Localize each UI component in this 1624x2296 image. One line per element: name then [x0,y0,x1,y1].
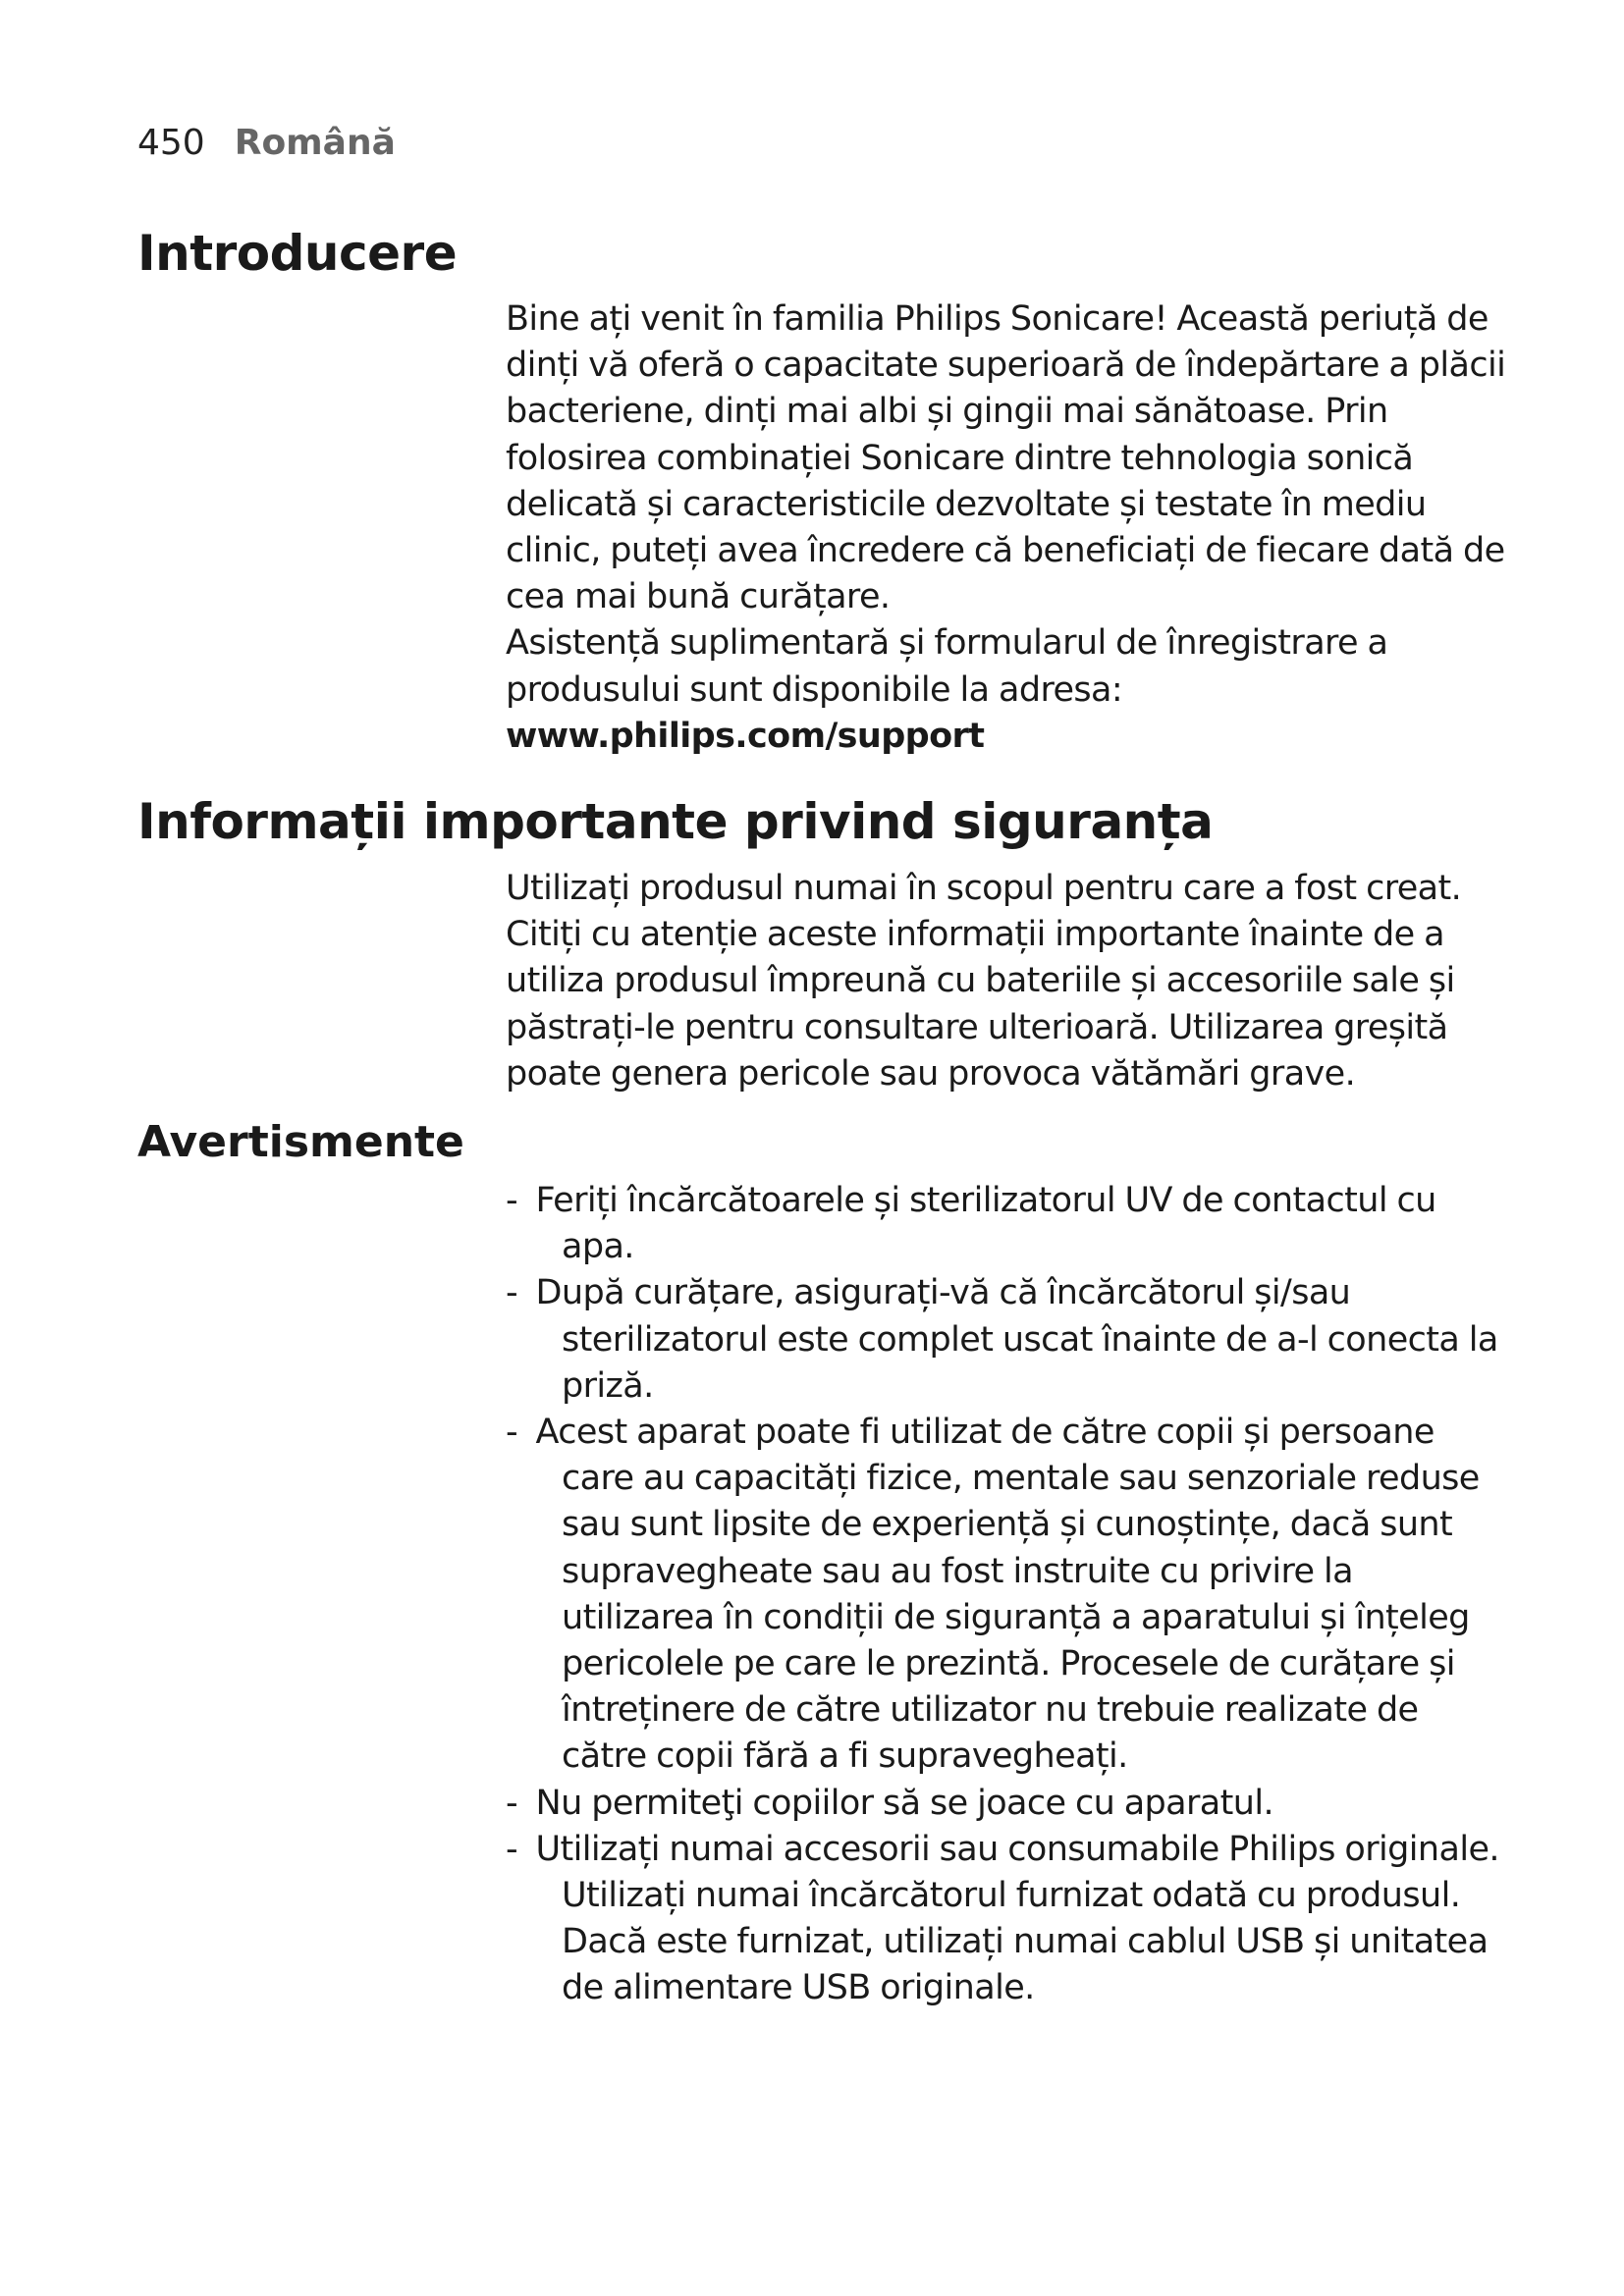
warning-item [506,1270,1507,1410]
warning-text: După curățare, asigurați-vă că încărcătorul și/sau sterilizatorul este complet uscat înainte de a-l conecta la priză. [535,1273,1498,1406]
safety-body [506,866,1507,1097]
warning-text: Nu permiteţi copiilor să se joace cu aparatul. [535,1783,1274,1823]
safety-heading: Informații importante privind siguranța [137,793,1214,850]
warning-text: Acest aparat poate fi utilizat de către copii și persoane care au capacități fizice, mentale sau senzoriale reduse sau sunt lipsite de experiență și cunoștințe, dacă sunt supravegheate sau au fost instruite cu privire la utilizarea în condiții de siguranță a aparatului și înțeleg pericolele pe care le prezintă. Procesele de curățare și întreținere de către utilizator nu trebuie realizate de către copii fără a fi supravegheați. [535,1413,1480,1777]
page-language: Română [234,123,396,163]
bullet-dash: - [506,1273,518,1313]
warning-item [506,1178,1507,1270]
bullet-dash: - [506,1783,518,1823]
support-url-link[interactable]: www.philips.com/support [506,716,985,756]
page-header [137,123,396,163]
warnings-heading: Avertismente [137,1117,464,1167]
bullet-dash: - [506,1413,518,1453]
warning-text: Feriți încărcătoarele și sterilizatorul UV de contactul cu apa. [535,1181,1436,1267]
warning-item [506,1781,1507,1827]
intro-paragraph: Bine ați venit în familia Philips Sonicare! Această periuță de dinți vă oferă o capacitate superioară de îndepărtare a plăcii bacteriene, dinți mai albi și gingii mai sănătoase. Prin folosirea combinației Sonicare dintre tehnologia sonică delicată și caracteristicile dezvoltate și testate în mediu clinic, puteți avea încredere că beneficiați de fiecare dată de cea mai bună curățare. [506,299,1506,617]
warning-text: Utilizați numai accesorii sau consumabile Philips originale. Utilizați numai încărcătorul furnizat odată cu produsul. Dacă este furnizat, utilizați numai cablul USB și unitatea de alimentare USB originale. [535,1829,1499,2008]
warnings-list [506,1178,1507,2012]
bullet-dash: - [506,1181,518,1220]
support-paragraph: Asistență suplimentară și formularul de înregistrare a produsului sunt disponibile la adresa: [506,623,1388,710]
safety-paragraph: Utilizați produsul numai în scopul pentru care a fost creat. Citiți cu atenție aceste informații importante înainte de a utiliza produsul împreună cu bateriile și accesoriile sale și păstrați-le pentru consultare ulterioară. Utilizarea greșită poate genera pericole sau provoca vătămări grave. [506,869,1462,1094]
intro-heading: Introducere [137,225,458,282]
warning-item [506,1410,1507,1781]
page-number: 450 [137,123,205,163]
warning-item [506,1827,1507,2012]
intro-body [506,296,1507,760]
bullet-dash: - [506,1829,518,1869]
